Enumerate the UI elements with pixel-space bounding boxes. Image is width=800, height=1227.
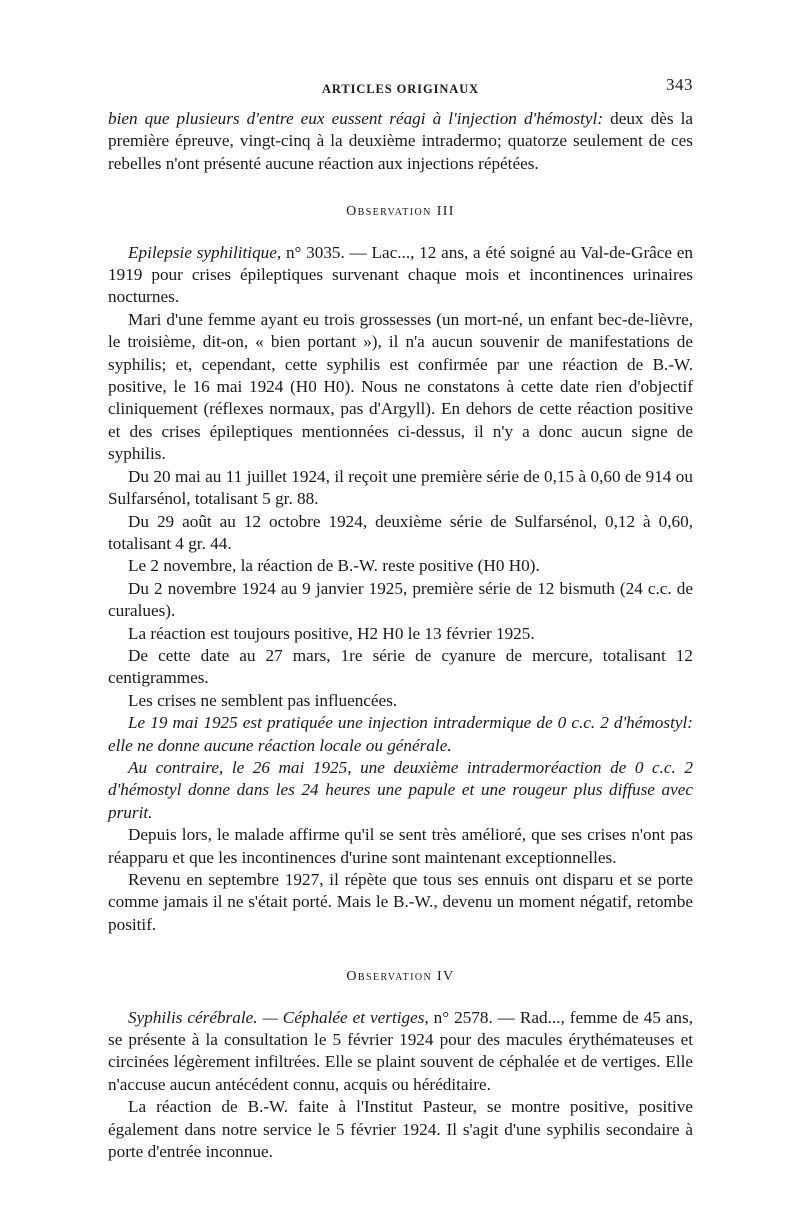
page-number: 343 — [666, 75, 693, 94]
observation-3-paragraph: Du 29 août au 12 octobre 1924, deuxième série de Sulfarsénol, 0,12 à 0,60, totalisant 4 gr. 44. — [108, 511, 693, 553]
observation-3-italic-paragraph: Le 19 mai 1925 est pratiquée une injection intradermique de 0 c.c. 2 d'hémostyl: elle ne donne aucune réaction locale ou générale. — [108, 713, 693, 755]
running-title: ARTICLES ORIGINAUX — [321, 82, 480, 96]
intro-italic: bien que plusieurs d'entre eux eussent réagi à l'injection d'hémostyl: — [108, 109, 604, 128]
intro-paragraph — [108, 108, 693, 175]
observation-3-paragraph: Du 2 novembre 1924 au 9 janvier 1925, première série de 12 bismuth (24 c.c. de curalues). — [108, 578, 693, 621]
observation-3-paragraph: Du 20 mai au 11 juillet 1924, il reçoit une première série de 0,15 à 0,60 de 914 ou Sulfarsénol, totalisant 5 gr. 88. — [108, 466, 693, 509]
observation-3-paragraph: Le 2 novembre, la réaction de B.-W. reste positive (H0 H0). — [128, 556, 540, 576]
observation-3-lead-rest: , n° 3035. — Lac..., 12 ans, a été soigné au Val-de-Grâce en 1919 pour crises épileptiques survenant chaque mois et incontinences urinaires nocturnes. — [108, 242, 694, 307]
observation-3-paragraph: Les crises ne semblent pas influencées. — [128, 690, 398, 710]
observation-3-heading-word: Observation — [346, 204, 432, 220]
observation-3-heading — [108, 201, 693, 223]
observation-3-closing-paragraph: Depuis lors, le malade affirme qu'il se sent très amélioré, que ses crises n'ont pas réapparu et que les incontinences d'urine sont maintenant exceptionnelles. — [108, 825, 693, 867]
observation-4-lead-rest: , n° 2578. — Rad..., femme de 45 ans, se présente à la consultation le 5 février 1924 pour des macules érythémateuses et circinées légèrement infiltrées. Elle se plaint souvent de céphalée et de vertiges. Elle n'accuse aucun antécédent connu, acquis ou héréditaire. — [108, 1007, 693, 1094]
observation-3-closing-paragraph: Revenu en septembre 1927, il répète que tous ses ennuis ont disparu et se porte comme jamais il ne s'était porté. Mais le B.-W., devenu un moment négatif, retombe positif. — [108, 870, 693, 934]
observation-3-paragraph: La réaction est toujours positive, H2 H0 le 13 février 1925. — [128, 623, 535, 643]
observation-3-heading-number: III — [436, 204, 455, 220]
running-header — [108, 74, 693, 100]
observation-3-lead — [108, 242, 693, 309]
observation-4-heading-number: IV — [436, 969, 455, 985]
observation-3-italic-paragraph: Au contraire, le 26 mai 1925, une deuxième intradermoréaction de 0 c.c. 2 d'hémostyl donne dans les 24 heures une papule et une rougeur plus diffuse avec prurit. — [108, 757, 693, 822]
observation-3-paragraph: De cette date au 27 mars, 1re série de cyanure de mercure, totalisant 12 centigrammes. — [108, 645, 693, 688]
observation-3-lead-italic: Epilepsie syphilitique — [128, 242, 277, 262]
observation-4-heading — [108, 966, 693, 988]
document-page — [108, 74, 693, 1163]
observation-4-lead — [108, 1007, 693, 1097]
intro-rest: deux dès la première épreuve, vingt-cinq à la deuxième intradermo; quatorze seulement de ces rebelles n'ont présenté aucune réaction aux injections répétées. — [108, 109, 693, 173]
observation-4-paragraph: La réaction de B.-W. faite à l'Institut Pasteur, se montre positive, positive également dans notre service le 5 février 1924. Il s'agit d'une syphilis secondaire à porte d'entrée inconnue. — [108, 1097, 693, 1162]
observation-4-heading-word: Observation — [346, 969, 433, 985]
observation-3-paragraph: Mari d'une femme ayant eu trois grossesses (un mort-né, un enfant bec-de-lièvre, le troisième, dit-on, « bien portant »), il n'a aucun souvenir de manifestations de syphilis; et, cependant, cette syphilis est confirmée par une réaction de B.-W. positive, le 16 mai 1924 (H0 H0). Nous ne constatons à cette date rien d'objectif cliniquement (réflexes normaux, pas d'Argyll). En dehors de cette réaction positive et des crises épileptiques mentionnées ci-dessus, il n'y a donc aucun signe de syphilis. — [108, 309, 693, 464]
observation-4-lead-italic: Syphilis cérébrale. — Céphalée et vertiges — [128, 1007, 425, 1027]
